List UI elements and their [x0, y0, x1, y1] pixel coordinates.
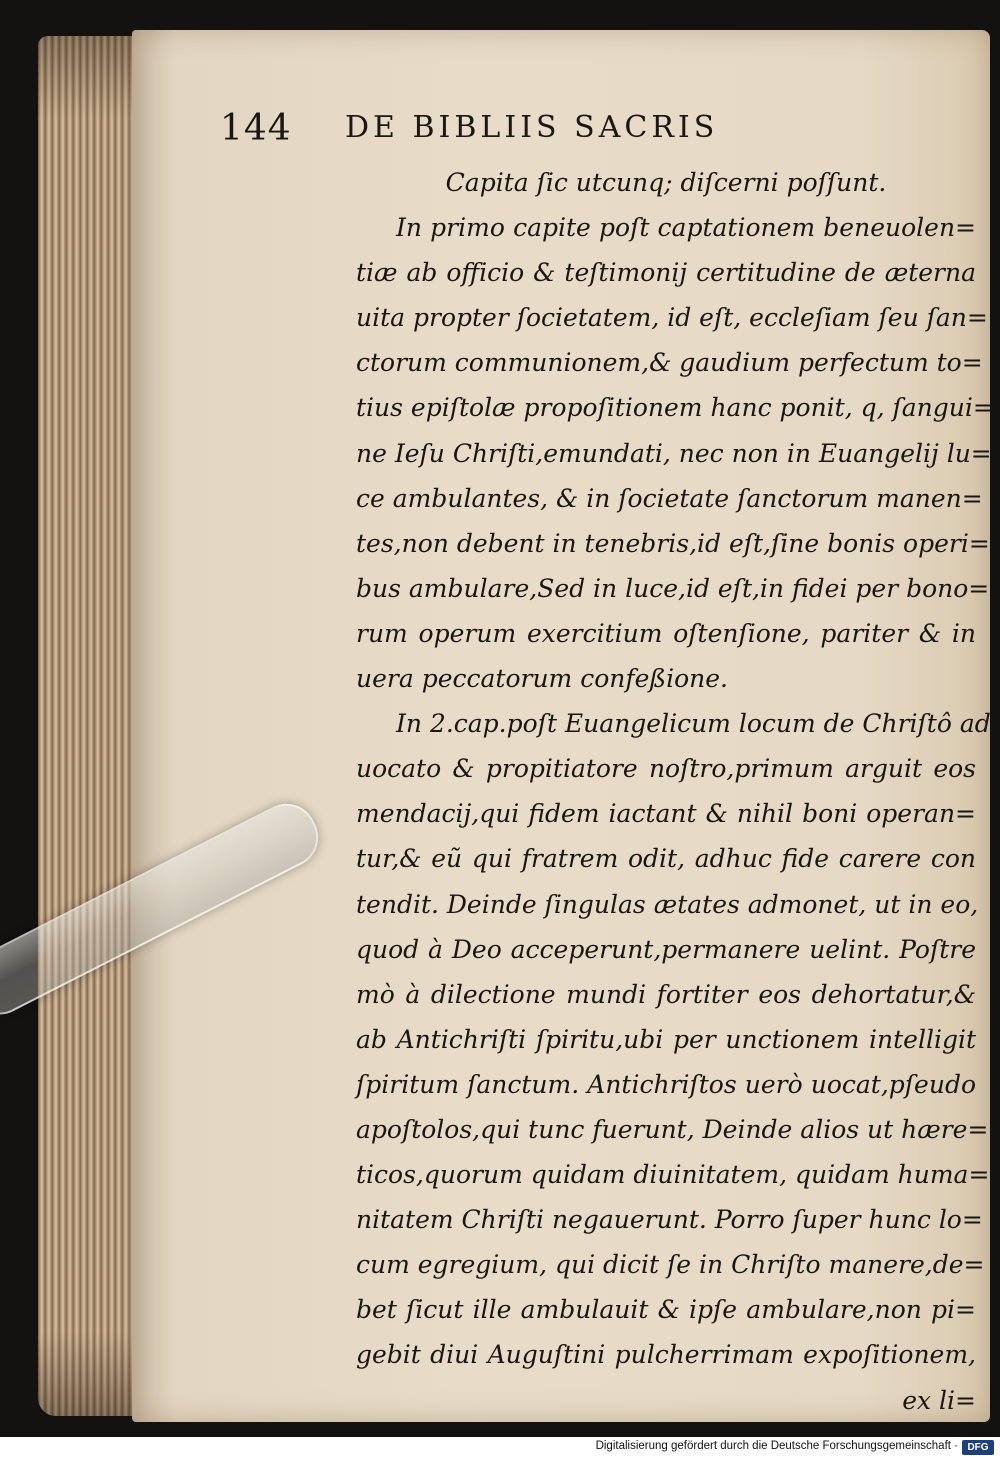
text-line: uita propter ſocietatem, id eſt, eccleſiam ſeu ſan= [356, 303, 988, 333]
text-line: cum egregium, qui dicit ſe in Chriſto manere,de= [356, 1250, 985, 1280]
text-line: apoſtolos,qui tunc fuerunt, Deinde alios ut hære= [356, 1114, 989, 1144]
text-line: tius epiſtolæ propoſitionem hanc ponit, q, ſangui= [356, 393, 994, 423]
text-line: ſpiritum ſanctum. Antichriſtos uerò uocat,pſeudo [356, 1069, 976, 1099]
text-line: quod à Deo acceperunt,permanere uelint. Poſtre [356, 934, 976, 964]
text-line: tendit. Deinde ſingulas ætates admonet, ut in eo, [356, 889, 979, 919]
text-line: tur,& eũ qui fratrem odit, adhuc fide carere con [356, 844, 976, 874]
digitization-footer [0, 1437, 1000, 1459]
text-line: In 2.cap.poſt Euangelicum locum de Chriſtô ad [396, 709, 991, 739]
text-line: ctorum communionem,& gaudium perfectum to= [356, 348, 983, 378]
text-line: uocato & propitiatore noſtro,primum arguit eos [356, 754, 976, 784]
page-number: 144 [220, 108, 292, 149]
text-line: mò à dilectione mundi fortiter eos dehortatur,& [356, 979, 976, 1009]
running-title: DE BIBLIIS SACRIS [345, 110, 719, 145]
text-line: tiæ ab officio & teſtimonij certitudine de æterna [356, 258, 976, 288]
text-line: bus ambulare,Sed in luce,id eſt,in fidei per bono= [356, 573, 990, 603]
text-line: tes,non debent in tenebris,id eſt,ſine bonis operi= [356, 528, 990, 558]
text-line: uera peccatorum confeßione. [356, 664, 728, 694]
text-line: In primo capite poſt captationem beneuolen= [396, 213, 976, 243]
text-line: Capita ſic utcunq; diſcerni poſſunt. [445, 168, 887, 197]
dfg-logo: DFG [962, 1440, 994, 1455]
text-line: ticos,quorum quidam diuinitatem, quidam huma= [356, 1160, 990, 1190]
body-text [356, 160, 994, 1423]
footer-credit: Digitalisierung gefördert durch die Deutsche Forschungsgemeinschaft · [595, 1440, 958, 1452]
text-line: gebit diui Auguſtini pulcherrimam expoſitionem, [356, 1340, 976, 1370]
text-line: rum operum exercitium oſtenſione, pariter & in [356, 618, 976, 648]
text-line: ab Antichriſti ſpiritu,ubi per unctionem intelligit [356, 1024, 976, 1054]
text-line: mendacij,qui fidem iactant & nihil boni operan= [356, 799, 976, 829]
page-header [220, 108, 880, 158]
text-line: ce ambulantes, & in ſocietate ſanctorum manen= [356, 483, 983, 513]
catchword: ex li= [902, 1385, 976, 1415]
text-line: ne Ieſu Chriſti,emundati, nec non in Euangelij lu= [356, 438, 992, 468]
text-line: bet ſicut ille ambulauit & ipſe ambulare,non pi= [356, 1295, 976, 1325]
text-line: nitatem Chriſti negauerunt. Porro ſuper hunc lo= [356, 1205, 983, 1235]
